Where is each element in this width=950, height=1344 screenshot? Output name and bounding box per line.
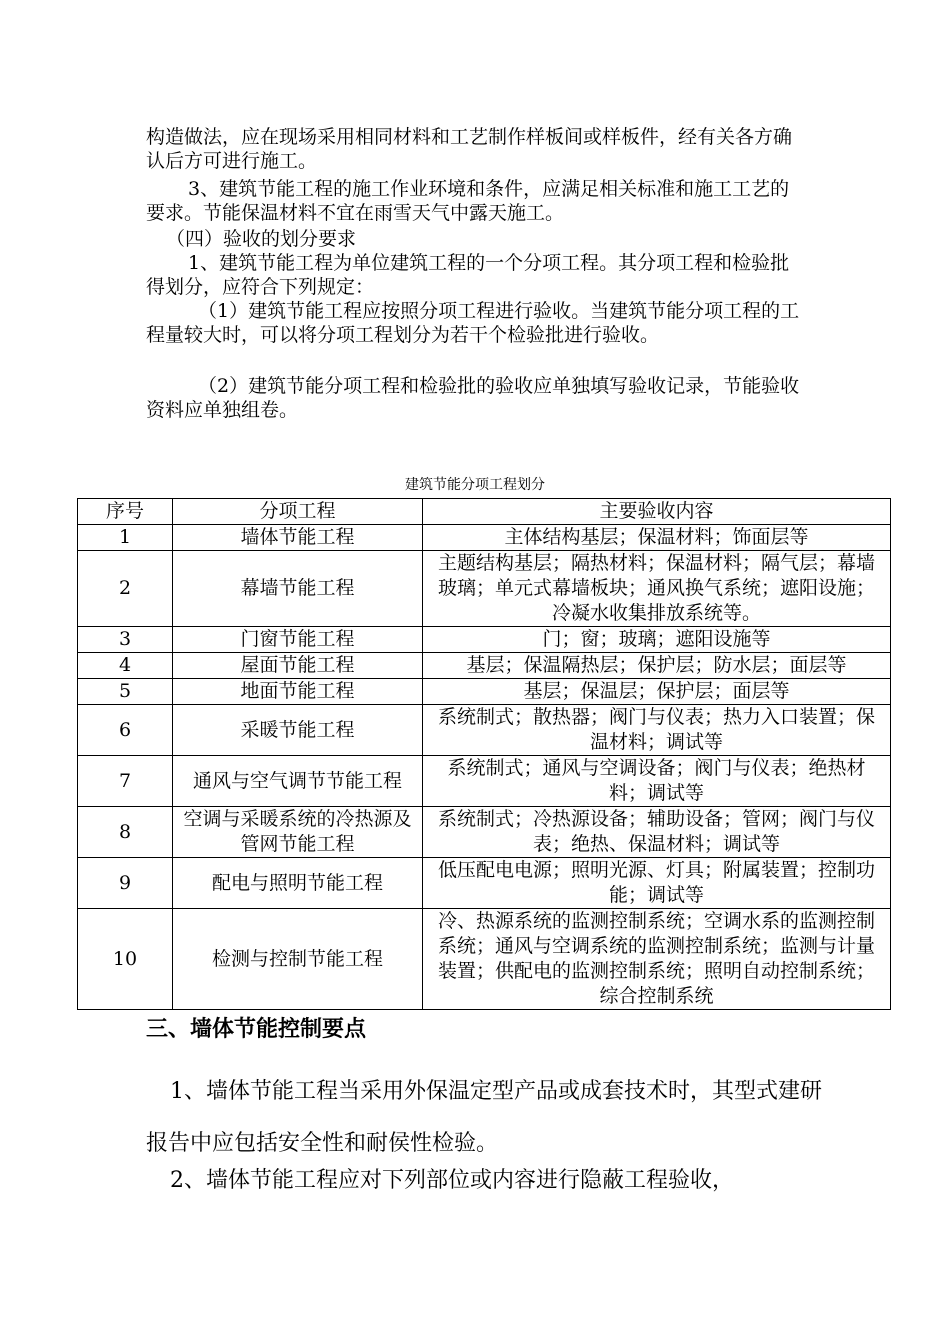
row-item: 墙体节能工程 <box>173 525 423 551</box>
row-content: 低压配电电源；照明光源、灯具；附属装置；控制功能；调试等 <box>423 858 891 909</box>
row-item: 配电与照明节能工程 <box>173 858 423 909</box>
table-row <box>78 627 891 653</box>
table-row <box>78 525 891 551</box>
table-row <box>78 756 891 807</box>
row-content: 冷、热源系统的监测控制系统；空调水系的监测控制系统；通风与空调系统的监测控制系统；监测与计量装置；供配电的监测控制系统；照明自动控制系统；综合控制系统 <box>423 909 891 1010</box>
table-row <box>78 551 891 627</box>
row-content: 基层；保温层；保护层；面层等 <box>423 679 891 705</box>
row-content: 主题结构基层；隔热材料；保温材料；隔气层；幕墙玻璃；单元式幕墙板块；通风换气系统；遮阳设施；冷凝水收集排放系统等。 <box>423 551 891 627</box>
row-no: 7 <box>78 756 173 807</box>
row-no: 1 <box>78 525 173 551</box>
table-row <box>78 705 891 756</box>
paragraph-wall-1: 1、墙体节能工程当采用外保温定型产品或成套技术时，其型式建研报告中应包括安全性和耐侯性检验。 <box>146 1079 822 1156</box>
row-no: 8 <box>78 807 173 858</box>
row-no: 9 <box>78 858 173 909</box>
table-row <box>78 679 891 705</box>
header-no: 序号 <box>78 499 173 525</box>
row-no: 6 <box>78 705 173 756</box>
row-content: 系统制式；通风与空调设备；阀门与仪表；绝热材料；调试等 <box>423 756 891 807</box>
row-item: 屋面节能工程 <box>173 653 423 679</box>
row-item: 幕墙节能工程 <box>173 551 423 627</box>
table-caption: 建筑节能分项工程划分 <box>405 477 545 493</box>
row-item: 检测与控制节能工程 <box>173 909 423 1010</box>
row-no: 10 <box>78 909 173 1010</box>
paragraph-wall-2: 2、墙体节能工程应对下列部位或内容进行隐蔽工程验收， <box>170 1168 734 1193</box>
header-item: 分项工程 <box>173 499 423 525</box>
row-content: 基层；保温隔热层；保护层；防水层；面层等 <box>423 653 891 679</box>
paragraph-sub-item: 1、建筑节能工程为单位建筑工程的一个分项工程。其分项工程和检验批得划分，应符合下列规定： <box>146 252 790 298</box>
row-item: 采暖节能工程 <box>173 705 423 756</box>
subheading-acceptance-division: （四）验收的划分要求 <box>166 228 357 250</box>
table-row <box>78 909 891 1010</box>
paragraph-environment: 3、建筑节能工程的施工作业环境和条件，应满足相关标准和施工工艺的要求。节能保温材料不宜在雨雪天气中露天施工。 <box>146 178 790 224</box>
row-item: 通风与空气调节节能工程 <box>173 756 423 807</box>
row-item: 地面节能工程 <box>173 679 423 705</box>
row-no: 4 <box>78 653 173 679</box>
table-header-row <box>78 499 891 525</box>
row-item: 空调与采暖系统的冷热源及管网节能工程 <box>173 807 423 858</box>
row-no: 3 <box>78 627 173 653</box>
row-no: 2 <box>78 551 173 627</box>
table-row <box>78 807 891 858</box>
header-content: 主要验收内容 <box>423 499 891 525</box>
table-row <box>78 653 891 679</box>
section-heading: 三、墙体节能控制要点 <box>146 1016 367 1042</box>
row-content: 系统制式；冷热源设备；辅助设备；管网；阀门与仪表；绝热、保温材料；调试等 <box>423 807 891 858</box>
sub-item-division-table <box>77 498 891 1010</box>
paragraph-rule-1: （1）建筑节能工程应按照分项工程进行验收。当建筑节能分项工程的工程量较大时，可以将分项工程划分为若干个检验批进行验收。 <box>146 300 800 346</box>
row-content: 主体结构基层；保温材料；饰面层等 <box>423 525 891 551</box>
row-item: 门窗节能工程 <box>173 627 423 653</box>
paragraph-rule-2: （2）建筑节能分项工程和检验批的验收应单独填写验收记录，节能验收资料应单独组卷。 <box>146 375 800 421</box>
table-row <box>78 858 891 909</box>
row-content: 系统制式；散热器；阀门与仪表；热力入口装置；保温材料；调试等 <box>423 705 891 756</box>
row-no: 5 <box>78 679 173 705</box>
row-content: 门；窗；玻璃；遮阳设施等 <box>423 627 891 653</box>
paragraph-construction-method: 构造做法，应在现场采用相同材料和工艺制作样板间或样板件，经有关各方确认后方可进行施工。 <box>146 126 793 172</box>
